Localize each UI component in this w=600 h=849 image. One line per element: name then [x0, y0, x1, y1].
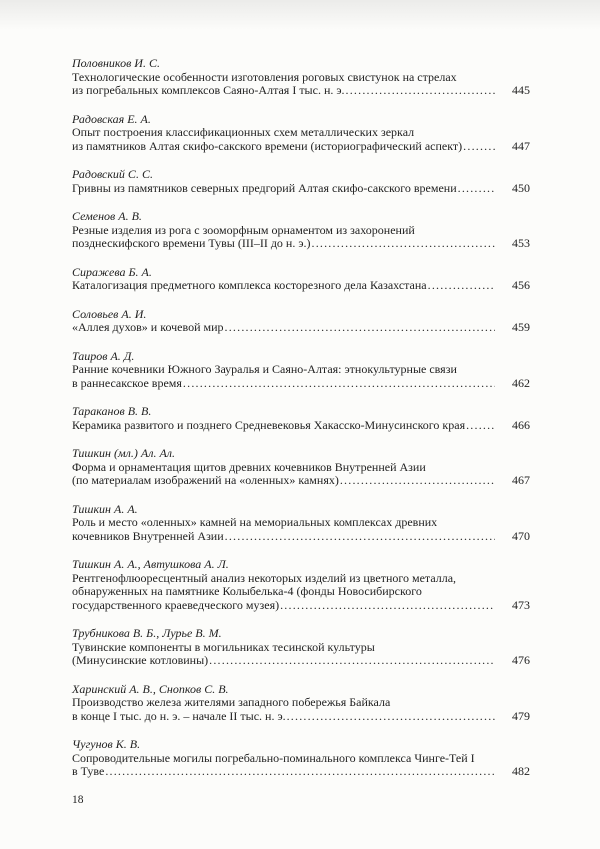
dot-leader: [287, 710, 495, 724]
dot-leader: [312, 237, 496, 251]
entry-title-last-line: [72, 419, 530, 433]
toc-entry: [72, 308, 530, 335]
entry-title-line: Резные изделия из рога с зооморфным орнаментом из захоронений: [72, 222, 415, 237]
entry-title-last-line: [72, 474, 530, 488]
entry-title-text: Каталогизация предметного комплекса косторезного дела Казахстана: [72, 278, 427, 292]
entry-title-last-line: [72, 140, 530, 154]
entry-author: Радовская Е. А.: [72, 111, 151, 126]
entry-author: Сиражева Б. А.: [72, 264, 152, 279]
toc-entry: [72, 266, 530, 293]
entry-title-text: из памятников Алтая скифо-сакского времени (историографический аспект): [72, 138, 463, 153]
toc-entry: [72, 113, 530, 154]
dot-leader: [209, 654, 495, 668]
entry-page-number: 445: [512, 83, 530, 97]
entry-author: Тишкин (мл.) Ал. Ал.: [72, 446, 176, 460]
entry-author: Трубникова В. Б., Лурье В. М.: [72, 626, 222, 640]
toc-entry: [72, 350, 530, 391]
entry-title-last-line: [72, 654, 530, 668]
entry-page-number: 466: [512, 417, 530, 432]
entry-page-number: 450: [512, 180, 530, 195]
entry-page-number: 459: [512, 320, 530, 334]
entry-title-last-line: [72, 279, 530, 293]
entry-title-line: Тувинские компоненты в могильниках тесинской культуры: [72, 639, 375, 654]
toc-entries: [72, 57, 530, 779]
toc-entry: [72, 683, 530, 724]
toc-entry: [72, 168, 530, 195]
entry-title-last-line: [72, 599, 530, 613]
dot-leader: [458, 182, 495, 196]
entry-author: Чугунов К. В.: [72, 737, 141, 751]
dot-leader: [463, 140, 495, 154]
dot-leader: [225, 530, 495, 544]
entry-author: Соловьев А. И.: [72, 306, 147, 321]
entry-page-number: 482: [512, 764, 530, 778]
entry-title-text: позднескифского времени Тувы (III–II до н. э.): [72, 236, 311, 250]
entry-page-number: 467: [512, 473, 530, 487]
entry-page-number: 453: [512, 236, 530, 250]
entry-page-number: 479: [512, 708, 530, 723]
entry-title-line: Рентгенофлюоресцентный анализ некоторых изделий из цветного металла,: [72, 570, 457, 585]
entry-page-number: 473: [512, 597, 530, 612]
toc-entry: [72, 558, 530, 612]
entry-title-last-line: [72, 710, 530, 724]
entry-title-last-line: [72, 237, 530, 251]
entry-author: Радовский С. С.: [72, 167, 153, 181]
toc-entry: [72, 627, 530, 668]
dot-leader: [346, 84, 495, 98]
entry-title-text: (Минусинские котловины): [72, 653, 209, 667]
entry-title-last-line: [72, 321, 530, 335]
entry-title-last-line: [72, 84, 530, 98]
entry-title-line: Опыт построения классификационных схем металлических зеркал: [72, 125, 415, 139]
dot-leader: [225, 321, 495, 335]
entry-title-last-line: [72, 765, 530, 779]
entry-author: Семенов А. В.: [72, 209, 142, 223]
toc-entry: [72, 503, 530, 544]
entry-title-text: в конце I тыс. до н. э. – начале II тыс. н. э.: [72, 708, 286, 723]
dot-leader: [183, 377, 495, 391]
entry-title-text: в Туве: [72, 764, 105, 778]
entry-page-number: 456: [512, 278, 530, 292]
entry-author: Половников И. С.: [72, 56, 160, 70]
entry-title-line: Роль и место «оленных» камней на мемориальных комплексах древних: [72, 515, 438, 529]
dot-leader: [280, 599, 495, 613]
entry-title-text: из погребальных комплексов Саяно-Алтая I тыс. н. э.: [72, 83, 345, 97]
entry-title-text: кочевников Внутренней Азии: [72, 528, 224, 543]
entry-page-number: 462: [512, 375, 530, 390]
entry-title-line: Ранние кочевники Южного Зауралья и Саяно-Алтая: этнокультурные связи: [72, 362, 457, 376]
dot-leader: [340, 474, 495, 488]
entry-title-line: Форма и орнаментация щитов древних кочевников Внутренней Азии: [72, 459, 426, 474]
entry-title-text: (по материалам изображений на «оленных» камнях): [72, 473, 339, 487]
dot-leader: [105, 765, 495, 779]
entry-title-text: в раннесакское время: [72, 375, 182, 390]
entry-title-text: Гривны из памятников северных предгорий Алтая скифо-сакского времени: [72, 180, 457, 195]
dot-leader: [428, 279, 495, 293]
entry-title-text: государственного краеведческого музея): [72, 597, 280, 612]
toc-entry: [72, 57, 530, 98]
entry-page-number: 447: [512, 138, 530, 153]
entry-title-line: обнаруженных на памятнике Колыбелька-4 (фонды Новосибирского: [72, 584, 422, 598]
entry-title-last-line: [72, 530, 530, 544]
entry-title-last-line: [72, 182, 530, 196]
entry-page-number: 470: [512, 528, 530, 543]
entry-page-number: 476: [512, 653, 530, 667]
toc-entry: [72, 738, 530, 779]
entry-author: Тишкин А. А.: [72, 501, 138, 516]
entry-author: Таиров А. Д.: [72, 348, 135, 363]
entry-author: Харинский А. В., Снопков С. В.: [72, 681, 229, 696]
toc-entry: [72, 210, 530, 251]
toc-entry: [72, 405, 530, 432]
entry-title-text: Керамика развитого и позднего Средневековья Хакасско-Минусинского края: [72, 417, 466, 432]
entry-title-line: Технологические особенности изготовления роговых свистунок на стрелах: [72, 69, 457, 84]
entry-author: Тараканов В. В.: [72, 404, 152, 418]
entry-author: Тишкин А. А., Автушкова А. Л.: [72, 557, 229, 571]
entry-title-line: Сопроводительные могилы погребально-поминального комплекса Чинге-Тей I: [72, 750, 475, 765]
page-number: 18: [72, 794, 84, 806]
entry-title-text: «Аллея духов» и кочевой мир: [72, 320, 224, 334]
entry-title-line: Производство железа жителями западного побережья Байкала: [72, 695, 391, 709]
dot-leader: [466, 419, 495, 433]
toc-entry: [72, 447, 530, 488]
entry-title-last-line: [72, 377, 530, 391]
